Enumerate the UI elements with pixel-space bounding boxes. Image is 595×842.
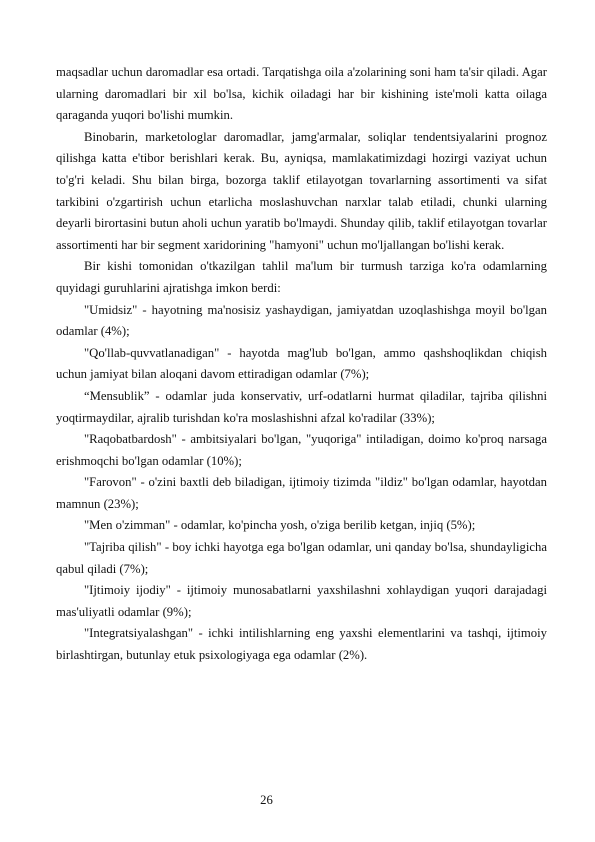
paragraph-groups-intro: Bir kishi tomonidan o'tkazilgan tahlil ma'lum bir turmush tarziga ko'ra odamlarning quyidagi guruhlarini ajratishga imkon berdi: [56,259,547,295]
document-body [56,62,547,667]
page-number-footer [0,793,595,808]
group-item-umidsiz: "Umidsiz" - hayotning ma'nosisiz yashaydigan, jamiyatdan uzoqlashishga moyil bo'lgan odamlar (4%); [56,302,547,339]
group-item-ijtimoiy-ijodiy: "Ijtimoiy ijodiy" - ijtimoiy munosabatlarni yaxshilashni xohlaydigan yuqori darajadagi mas'uliyatli odamlar (9%); [56,583,547,619]
group-item-farovon: "Farovon" - o'zini baxtli deb biladigan, ijtimoiy tizimda "ildiz" bo'lgan odamlar, hayotdan mamnun (23%); [56,475,547,511]
paragraph-continuation: maqsadlar uchun daromadlar esa ortadi. Tarqatishga oila a'zolarining soni ham ta'sir qiladi. Agar ularning daromadlari bir xil bo'lsa, kichik oiladagi har bir kishining iste'moli katta oilaga qaraganda yuqori bo'lishi mumkin. [56,65,547,123]
page-number: 26 [260,793,273,807]
group-item-raqobatbardosh: "Raqobatbardosh" - ambitsiyalari bo'lgan, "yuqoriga" intiladigan, doimo ko'proq narsaga erishmoqchi bo'lgan odamlar (10%); [56,432,547,468]
group-item-mensublik: “Mensublik” - odamlar juda konservativ, urf-odatlarni hurmat qiladilar, tajriba qilishni yoqtirmaydilar, ajralib turishdan ko'ra moslashishni afzal ko'radilar (33%); [56,388,547,425]
group-item-integratsiyalashgan: "Integratsiyalashgan" - ichki intilishlarning eng yaxshi elementlarini va tashqi, ijtimoiy birlashtirgan, butunlay etuk psixologiyaga ega odamlar (2%). [56,626,547,663]
group-item-qollab-quvvatlanadigan: "Qo'llab-quvvatlanadigan" - hayotda mag'lub bo'lgan, ammo qashshoqlikdan chiqish uchun jamiyat bilan aloqani davom ettiradigan odamlar (7%); [56,345,547,382]
group-item-men-ozimman: "Men o'zimman" - odamlar, ko'pincha yosh, o'ziga berilib ketgan, injiq (5%); [84,518,476,533]
paragraph-marketologlar: Binobarin, marketologlar daromadlar, jamg'armalar, soliqlar tendentsiyalarini prognoz qilishga katta e'tibor berishlari kerak. Bu, ayniqsa, mamlakatimizdagi hozirgi vaziyat uchun to'g'ri keladi. Shu bilan birga, bozorga taklif etilayotgan tovarlarning assortimenti va sifat tarkibini o'zgartirish uchun etarlicha moslashuvchan narxlar talab etiladi, chunki ularning deyarli birortasini butun aholi uchun yaratib bo'lmaydi. Shunday qilib, taklif etilayotgan tovarlar assortimenti har bir segment xaridorining "hamyoni" uchun mo'ljallangan bo'lishi kerak. [56,129,547,252]
group-item-tajriba-qilish: "Tajriba qilish" - boy ichki hayotga ega bo'lgan odamlar, uni qanday bo'lsa, shundayligicha qabul qiladi (7%); [56,540,547,576]
